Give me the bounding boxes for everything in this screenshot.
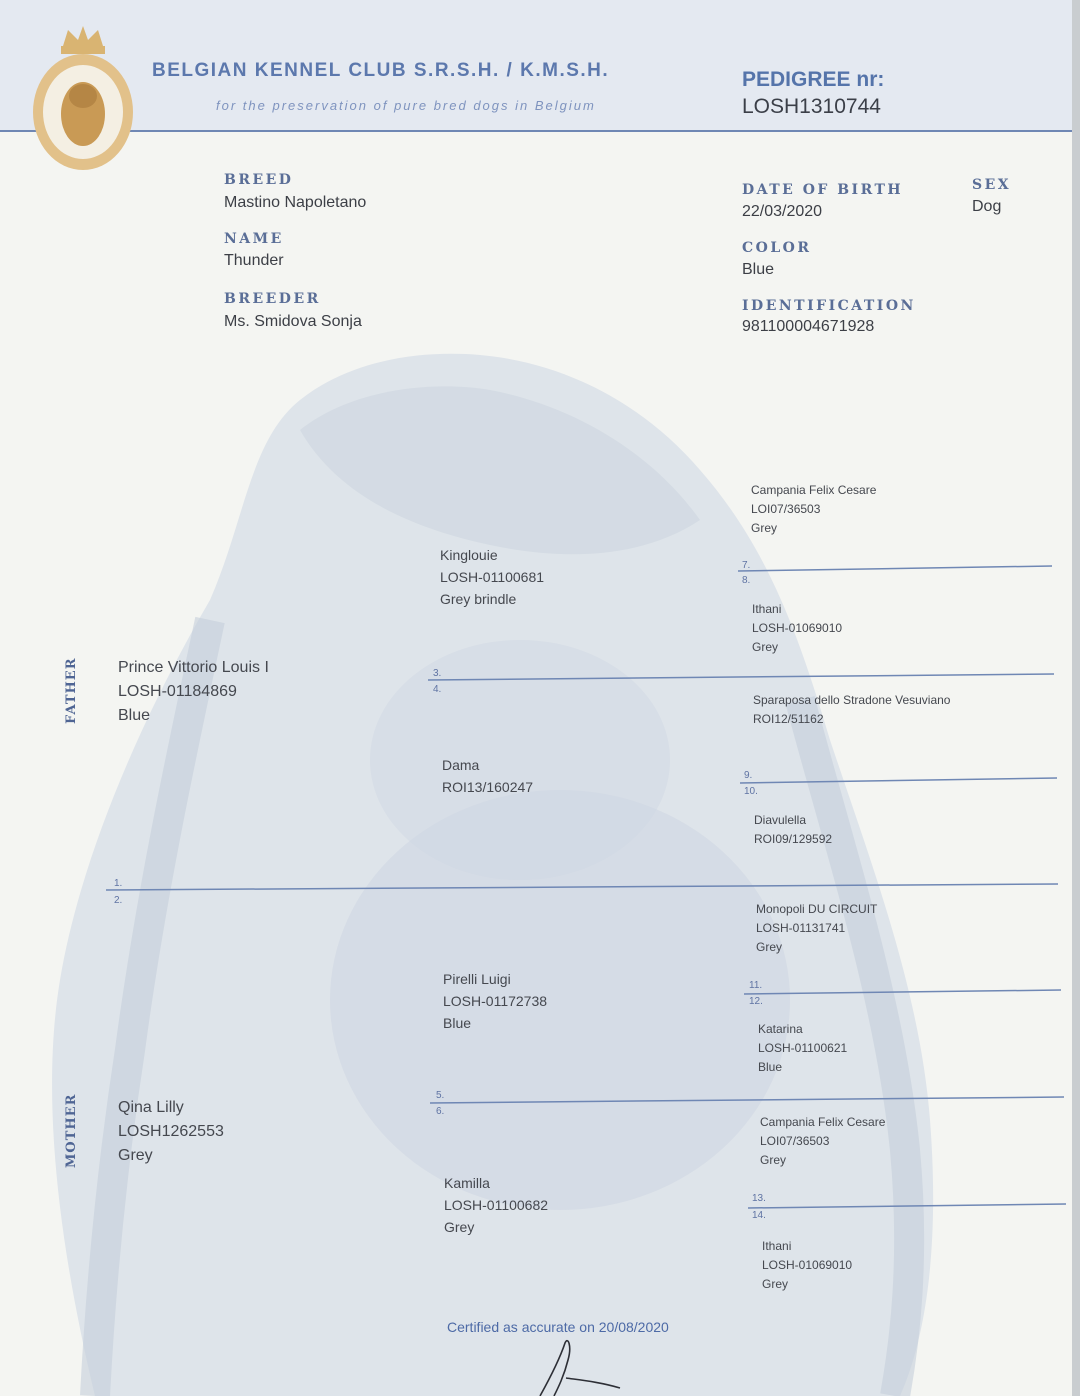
name-value: Thunder (224, 252, 284, 269)
mother-color: Grey (118, 1147, 153, 1164)
breeder-label: BREEDER (224, 291, 321, 307)
great-grandparent-8 (752, 600, 842, 657)
divider-line-11-12 (744, 990, 1061, 994)
ancestor-name: Campania Felix Cesare (751, 483, 877, 497)
ancestor-name: Pirelli Luigi (443, 971, 511, 987)
ancestor-name: Ithani (762, 1239, 792, 1253)
position-number: 7. (742, 560, 751, 571)
ancestor-name: Sparaposa dello Stradone Vesuviano (753, 693, 951, 707)
color-label: COLOR (742, 240, 812, 256)
position-number: 4. (433, 684, 442, 695)
father-side-label: FATHER (64, 657, 79, 724)
great-grandparent-12 (758, 1020, 847, 1077)
position-number: 11. (749, 980, 763, 991)
ancestor-reg: LOSH-01100621 (758, 1041, 848, 1055)
ancestor-reg: LOSH-01172738 (443, 993, 548, 1009)
divider-line-3-4 (428, 674, 1054, 680)
ancestor-reg: ROI12/51162 (753, 712, 824, 726)
breeder-value: Ms. Smidova Sonja (224, 313, 362, 330)
breed-value: Mastino Napoletano (224, 194, 367, 211)
ancestor-color: Blue (443, 1015, 472, 1031)
ancestor-color: Grey (762, 1277, 789, 1291)
ancestor-color: Grey brindle (440, 591, 517, 607)
ancestor-name: Campania Felix Cesare (760, 1115, 886, 1129)
ancestor-name: Ithani (752, 602, 782, 616)
divider-line-7-8 (738, 566, 1052, 571)
ancestor-reg: ROI09/129592 (754, 832, 833, 846)
divider-line-5-6 (430, 1097, 1064, 1103)
pedigree-label: PEDIGREE nr: (742, 68, 885, 91)
ancestor-reg: LOSH-01069010 (762, 1258, 853, 1272)
ancestor-reg: LOSH-01100681 (440, 569, 545, 585)
divider-line-9-10 (740, 778, 1057, 783)
ancestor-color: Grey (444, 1219, 475, 1235)
ancestor-name: Katarina (758, 1022, 803, 1036)
sex-label: SEX (972, 177, 1012, 193)
position-number: 2. (114, 895, 123, 906)
ancestor-color: Grey (751, 521, 778, 535)
father-reg: LOSH-01184869 (118, 683, 237, 700)
position-number: 9. (744, 770, 753, 781)
ancestor-name: Dama (442, 757, 480, 773)
position-number: 6. (436, 1106, 445, 1117)
great-grandparent-14 (762, 1237, 852, 1294)
father-color: Blue (118, 707, 151, 724)
mother-entry (118, 1096, 224, 1168)
mother-side-label: MOTHER (64, 1093, 79, 1168)
identification-value: 981100004671928 (742, 318, 875, 335)
position-number: 3. (433, 668, 442, 679)
great-grandparent-13 (760, 1113, 885, 1170)
ancestor-reg: LOSH-01069010 (752, 621, 843, 635)
position-number: 13. (752, 1193, 766, 1204)
position-number: 10. (744, 786, 758, 797)
ancestor-color: Grey (756, 940, 783, 954)
name-label: NAME (224, 231, 284, 247)
pedigree-number: LOSH1310744 (742, 95, 881, 118)
color-value: Blue (742, 261, 775, 278)
ancestor-color: Blue (758, 1060, 783, 1074)
signature-mark (520, 1338, 640, 1396)
ancestor-reg: LOSH-01131741 (756, 921, 846, 935)
club-tagline: for the preservation of pure bred dogs in Belgium (216, 98, 596, 113)
position-number: 1. (114, 878, 123, 889)
ancestor-name: Kinglouie (440, 547, 498, 563)
grandparent-3 (440, 544, 544, 610)
grandparent-6 (444, 1172, 548, 1238)
breed-label: BREED (224, 172, 294, 188)
divider-line-13-14 (748, 1204, 1066, 1208)
paper-edge (1072, 0, 1080, 1396)
dob-label: DATE OF BIRTH (742, 182, 904, 198)
ancestor-color: Grey (752, 640, 779, 654)
ancestor-name: Kamilla (444, 1175, 490, 1191)
club-name: BELGIAN KENNEL CLUB S.R.S.H. / K.M.S.H. (152, 60, 610, 81)
identification-label: IDENTIFICATION (742, 298, 916, 314)
divider-line-1-2 (106, 884, 1058, 890)
ancestor-name: Monopoli DU CIRCUIT (756, 902, 878, 916)
ancestor-reg: ROI13/160247 (442, 779, 534, 795)
mother-reg: LOSH1262553 (118, 1123, 224, 1140)
great-grandparent-10 (754, 811, 832, 849)
father-name: Prince Vittorio Louis I (118, 659, 269, 676)
certification-text: Certified as accurate on 20/08/2020 (447, 1319, 669, 1335)
ancestor-name: Diavulella (754, 813, 807, 827)
ancestor-reg: LOSH-01100682 (444, 1197, 549, 1213)
position-number: 8. (742, 575, 751, 586)
position-number: 5. (436, 1090, 445, 1101)
position-number: 12. (749, 996, 763, 1007)
ancestor-reg: LOI07/36503 (760, 1134, 830, 1148)
grandparent-5 (443, 968, 547, 1034)
ancestor-color: Grey (760, 1153, 787, 1167)
dob-value: 22/03/2020 (742, 203, 823, 220)
grandparent-4 (442, 754, 533, 798)
father-entry (118, 656, 269, 728)
ancestor-reg: LOI07/36503 (751, 502, 821, 516)
great-grandparent-7 (751, 481, 876, 538)
mother-name: Qina Lilly (118, 1099, 184, 1116)
great-grandparent-9 (753, 691, 950, 729)
great-grandparent-11 (756, 900, 877, 957)
sex-value: Dog (972, 198, 1002, 215)
position-number: 14. (752, 1210, 766, 1221)
